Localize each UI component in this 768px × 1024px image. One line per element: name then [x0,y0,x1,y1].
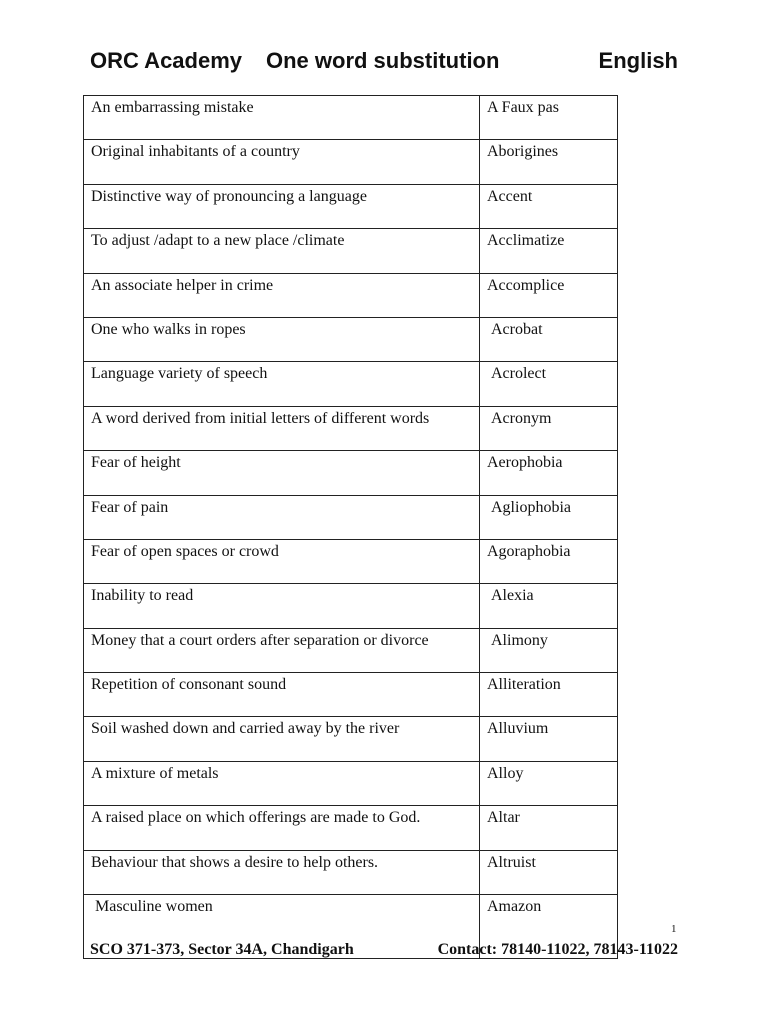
table-row [84,96,618,140]
meaning-cell: A mixture of metals [84,761,480,805]
subject-label: English [598,48,678,73]
table-row [84,451,618,495]
meaning-cell: Inability to read [84,584,480,628]
table-row [84,140,618,184]
page-header [90,48,678,78]
word-cell: Acclimatize [480,229,618,273]
meaning-cell: Repetition of consonant sound [84,673,480,717]
table-row [84,628,618,672]
table-row [84,362,618,406]
word-cell: Accomplice [480,273,618,317]
table-row [84,184,618,228]
word-cell: Amazon [480,895,618,959]
table-body [84,96,618,959]
word-cell: A Faux pas [480,96,618,140]
word-cell: Altruist [480,850,618,894]
word-cell: Alluvium [480,717,618,761]
meaning-cell: Fear of pain [84,495,480,539]
meaning-cell: A raised place on which offerings are made to God. [84,806,480,850]
word-cell: Accent [480,184,618,228]
academy-name: ORC Academy [90,48,243,73]
meaning-cell: Fear of open spaces or crowd [84,539,480,583]
footer-contact: Contact: 78140-11022, 78143-11022 [437,941,678,958]
meaning-cell: Distinctive way of pronouncing a language [84,184,480,228]
page-number: 1 [671,923,677,935]
word-substitution-table [83,95,618,959]
meaning-cell: To adjust /adapt to a new place /climate [84,229,480,273]
table-row [84,584,618,628]
footer-address: SCO 371-373, Sector 34A, Chandigarh [90,941,354,958]
table-row [84,717,618,761]
meaning-cell: One who walks in ropes [84,317,480,361]
table-row [84,673,618,717]
word-cell: Agoraphobia [480,539,618,583]
word-cell: Alliteration [480,673,618,717]
word-cell: Alloy [480,761,618,805]
meaning-cell: A word derived from initial letters of different words [84,406,480,450]
page-footer [90,941,678,963]
table-row [84,850,618,894]
meaning-cell: Original inhabitants of a country [84,140,480,184]
meaning-cell: Language variety of speech [84,362,480,406]
word-cell: Alimony [480,628,618,672]
table-row [84,806,618,850]
word-cell: Acrolect [480,362,618,406]
table-row [84,229,618,273]
meaning-cell: An associate helper in crime [84,273,480,317]
meaning-cell: Masculine women [84,895,480,959]
table-row [84,273,618,317]
table-row [84,761,618,805]
word-cell: Aborigines [480,140,618,184]
word-cell: Acrobat [480,317,618,361]
meaning-cell: Money that a court orders after separation or divorce [84,628,480,672]
table-row [84,406,618,450]
topic-title: One word substitution [266,48,500,73]
word-cell: Aerophobia [480,451,618,495]
meaning-cell: Soil washed down and carried away by the river [84,717,480,761]
word-cell: Agliophobia [480,495,618,539]
table-row [84,495,618,539]
meaning-cell: An embarrassing mistake [84,96,480,140]
meaning-cell: Fear of height [84,451,480,495]
word-cell: Acronym [480,406,618,450]
word-cell: Alexia [480,584,618,628]
meaning-cell: Behaviour that shows a desire to help others. [84,850,480,894]
table-row [84,539,618,583]
table-row [84,317,618,361]
word-cell: Altar [480,806,618,850]
